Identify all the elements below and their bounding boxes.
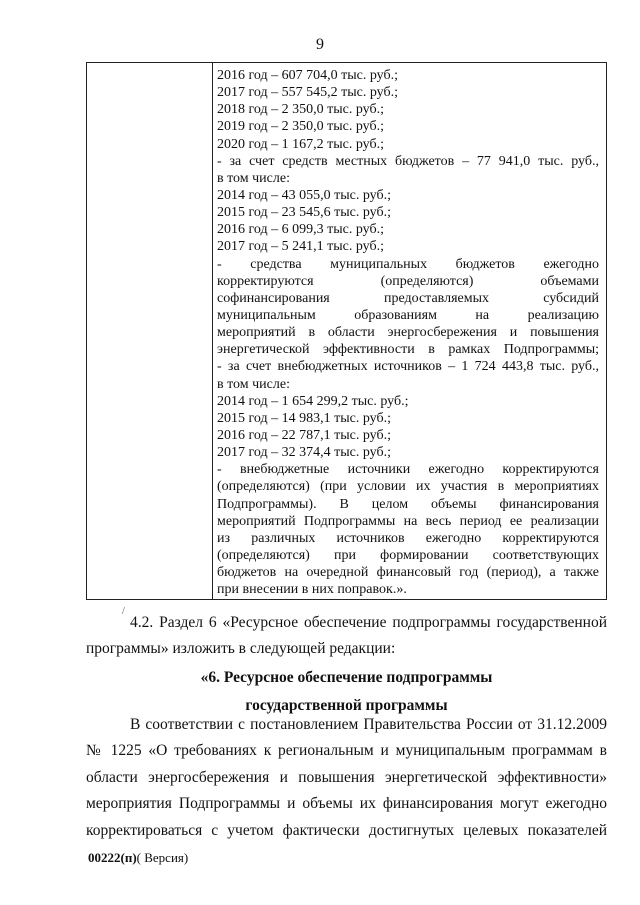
cell-line: энергетической эффективности в рамках Подпрограммы; xyxy=(217,342,599,358)
document-code: 00222(п) xyxy=(88,850,137,865)
cell-line: корректируются (определяются) объемами xyxy=(217,273,599,289)
document-version: ( Версия) xyxy=(136,850,189,865)
cell-line: в том числе: xyxy=(217,170,290,186)
cell-line: 2017 год – 5 241,1 тыс. руб.; xyxy=(217,239,384,255)
cell-line: 2016 год – 6 099,3 тыс. руб.; xyxy=(217,222,384,238)
cell-line: - за счет средств местных бюджетов – 77 941,0 тыс. руб., xyxy=(217,153,599,169)
paragraph-line: области энергосбережения и повышения энергетической эффективности» xyxy=(86,768,607,786)
cell-line: - внебюджетные источники ежегодно корректируются xyxy=(217,462,599,478)
cell-line: муниципальным образованиям на реализацию xyxy=(217,307,599,323)
cell-line: мероприятий Подпрограммы на весь период ее реализации xyxy=(217,513,599,529)
section-4-2-line: 4.2. Раздел 6 «Ресурсное обеспечение подпрограммы государственной xyxy=(130,614,607,631)
paragraph-line: № 1225 «О требованиях к региональным и муниципальным программам в xyxy=(86,742,607,760)
cell-line: (определяются) (при условии их участия в мероприятиях xyxy=(217,479,599,495)
cell-line: 2015 год – 23 545,6 тыс. руб.; xyxy=(217,205,391,221)
paragraph-line: В соответствии с постановлением Правительства России от 31.12.2009 xyxy=(130,716,607,733)
margin-mark: / xyxy=(122,606,125,617)
paragraph-line: мероприятия Подпрограммы и объемы их финансирования могут ежегодно xyxy=(86,795,607,813)
cell-line: при внесении в них поправок.». xyxy=(217,582,407,598)
cell-line: 2016 год – 607 704,0 тыс. руб.; xyxy=(217,68,398,83)
section-4-2 xyxy=(86,610,607,663)
body-paragraph xyxy=(86,712,607,844)
cell-line: софинансирования предоставляемых субсидий xyxy=(217,290,599,306)
cell-line: 2019 год – 2 350,0 тыс. руб.; xyxy=(217,119,384,135)
cell-line: (определяются) при формировании соответствующих xyxy=(217,547,599,563)
cell-line: из различных источников ежегодно корректируются xyxy=(217,530,599,546)
cell-line: - за счет внебюджетных источников – 1 724 443,8 тыс. руб., xyxy=(217,359,599,375)
funding-table xyxy=(86,62,607,600)
document-footer xyxy=(88,850,188,866)
table-column-divider xyxy=(212,63,213,599)
heading-line: «6. Ресурсное обеспечение подпрограммы xyxy=(200,669,493,686)
cell-line: бюджетов на очередной финансовый год (период), а также xyxy=(217,565,599,581)
cell-line: 2014 год – 1 654 299,2 тыс. руб.; xyxy=(217,393,409,409)
cell-line: 2017 год – 32 374,4 тыс. руб.; xyxy=(217,445,391,461)
cell-line: Подпрограммы). В целом объемы финансирования xyxy=(217,496,599,512)
paragraph-line: корректироваться с учетом фактически достигнутых целевых показателей xyxy=(86,821,607,839)
cell-line: 2015 год – 14 983,1 тыс. руб.; xyxy=(217,410,391,426)
table-cell-text xyxy=(217,67,599,598)
cell-line: 2017 год – 557 545,2 тыс. руб.; xyxy=(217,85,398,101)
page-number: 9 xyxy=(316,36,324,53)
cell-line: - средства муниципальных бюджетов ежегодно xyxy=(217,256,599,272)
cell-line: 2014 год – 43 055,0 тыс. руб.; xyxy=(217,187,391,203)
heading-line: государственной программы xyxy=(245,697,448,714)
cell-line: 2018 год – 2 350,0 тыс. руб.; xyxy=(217,102,384,118)
cell-line: мероприятий в области энергосбережения и повышения xyxy=(217,325,599,341)
cell-line: в том числе: xyxy=(217,376,290,392)
cell-line: 2016 год – 22 787,1 тыс. руб.; xyxy=(217,427,391,443)
section-4-2-line: программы» изложить в следующей редакции: xyxy=(86,640,396,658)
cell-line: 2020 год – 1 167,2 тыс. руб.; xyxy=(217,136,384,152)
